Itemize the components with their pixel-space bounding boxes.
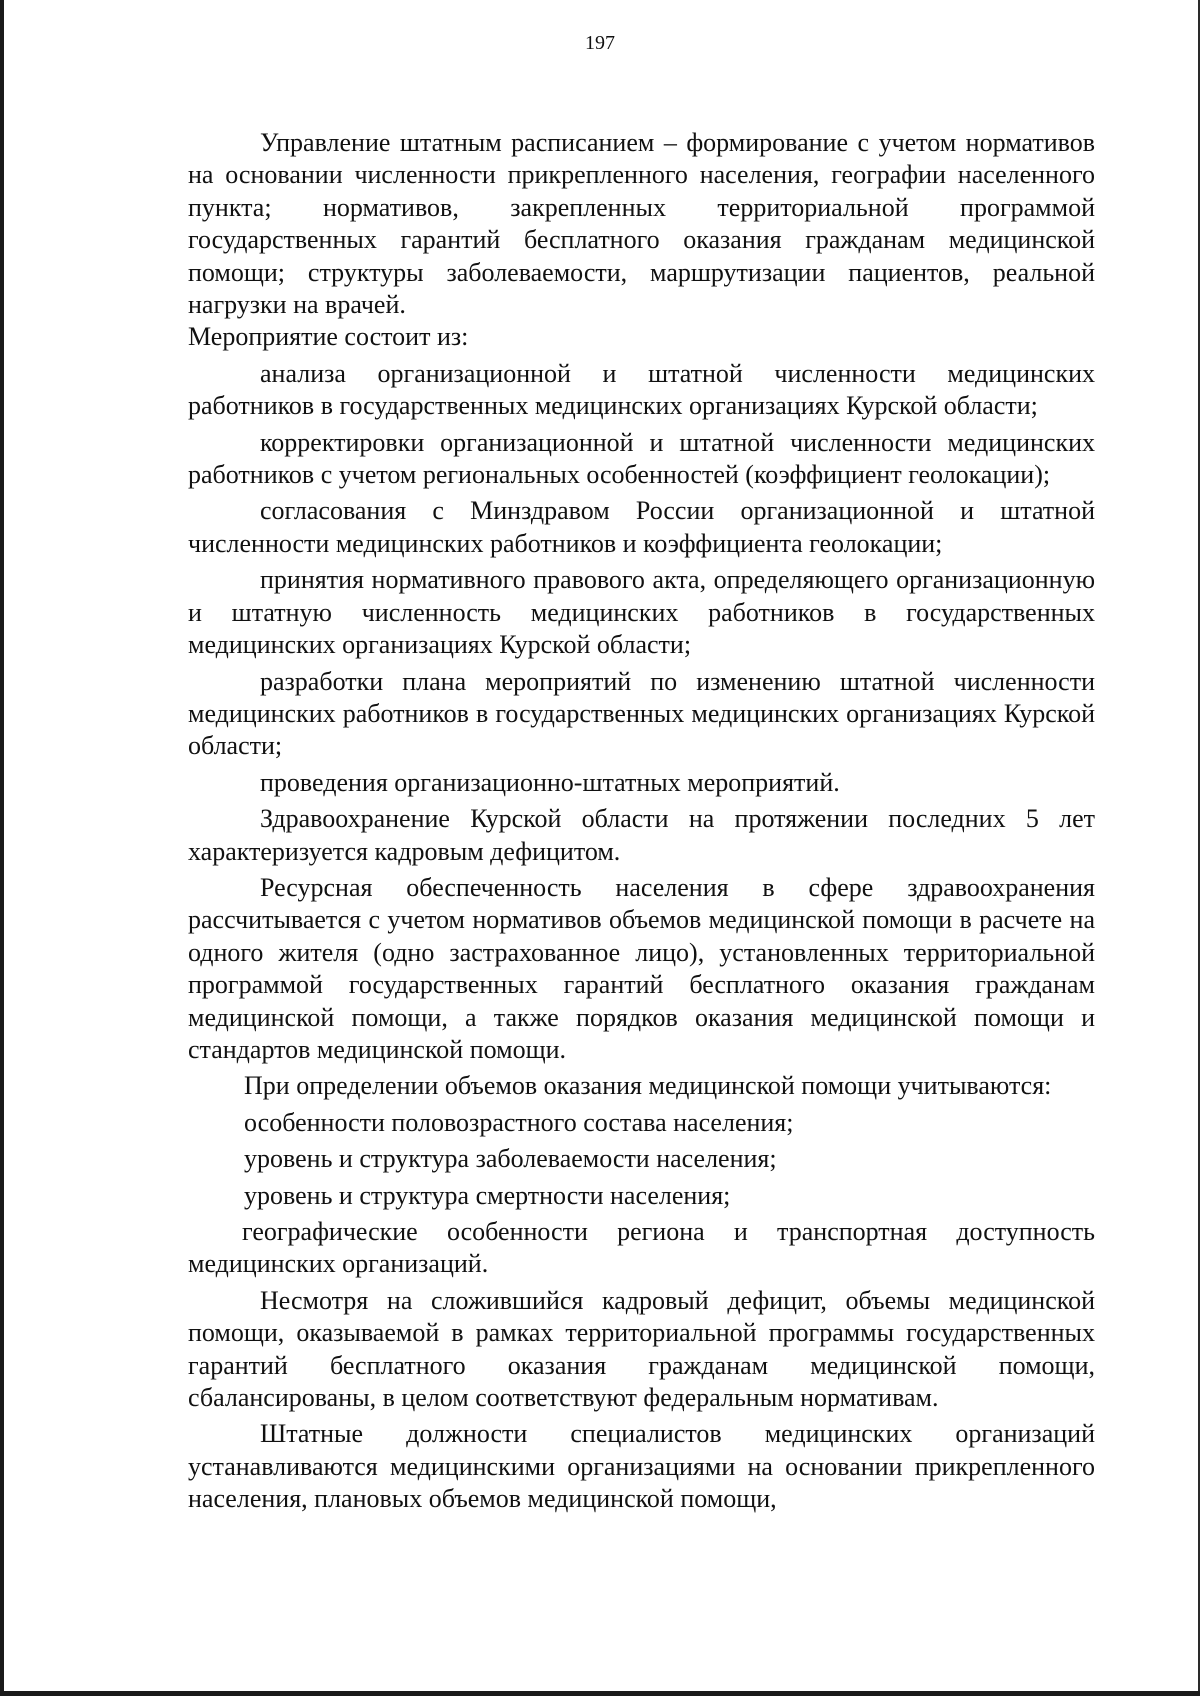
document-body [188, 127, 1095, 1516]
list-item-plan: разработки плана мероприятий по изменению штатной численности медицинских работников в государственных медицинских организациях Курской области; [188, 666, 1095, 761]
list-item-analysis: анализа организационной и штатной численности медицинских работников в государственных медицинских организациях Курской области; [188, 358, 1095, 421]
list-item-conduct: проведения организационно-штатных мероприятий. [260, 767, 840, 797]
list-item-mortality: уровень и структура смертности населения; [244, 1180, 731, 1210]
scan-border-left [0, 0, 4, 1696]
paragraph-volume-factors: При определении объемов оказания медицинской помощи учитываются: [244, 1071, 1052, 1101]
paragraph-measures-intro: Мероприятие состоит из: [188, 322, 469, 352]
scan-border-bottom [0, 1691, 1200, 1696]
list-item-correction: корректировки организационной и штатной численности медицинских работников с учетом региональных особенностей (коэффициент геолокации); [188, 427, 1095, 490]
list-item-approval: согласования с Минздравом России организационной и штатной численности медицинских работников и коэффициента геолокации; [188, 496, 1095, 558]
paragraph-resource-provision: Ресурсная обеспеченность населения в сфере здравоохранения рассчитывается с учетом нормативов объемов медицинской помощи в расчете на одного жителя (одно застрахованное лицо), установленных территориальной программой государственных гарантий бесплатного оказания гражданам медицинской помощи, а также порядков оказания медицинской помощи и стандартов медицинской помощи. [188, 872, 1095, 1064]
page-number: 197 [585, 32, 615, 54]
list-item-morbidity: уровень и структура заболеваемости населения; [244, 1144, 777, 1174]
list-item-regulation: принятия нормативного правового акта, определяющего организационную и штатную численность медицинских работников в государственных медицинских организациях Курской области; [188, 565, 1095, 660]
paragraph-balanced-volumes: Несмотря на сложившийся кадровый дефицит, объемы медицинской помощи, оказываемой в рамках территориальной программы государственных гарантий бесплатного оказания гражданам медицинской помощи, сбалансированы, в целом соответствуют федеральным нормативам. [188, 1285, 1095, 1413]
paragraph-staffing-management: Управление штатным расписанием – формирование с учетом нормативов на основании численности прикрепленного населения, географии населенного пункта; нормативов, закрепленных территориальной программой государственных гарантий бесплатного оказания гражданам медицинской помощи; структуры заболеваемости, маршрутизации пациентов, реальной нагрузки на врачей. [188, 128, 1095, 320]
paragraph-staff-positions: Штатные должности специалистов медицинских организаций устанавливаются медицинскими организациями на основании прикрепленного населения, плановых объемов медицинской помощи, [188, 1419, 1095, 1514]
list-item-age-sex: особенности половозрастного состава населения; [244, 1107, 794, 1137]
paragraph-staff-deficit: Здравоохранение Курской области на протяжении последних 5 лет характеризуется кадровым дефицитом. [188, 804, 1095, 866]
list-item-geography: географические особенности региона и транспортная доступность медицинских организаций. [188, 1217, 1095, 1279]
